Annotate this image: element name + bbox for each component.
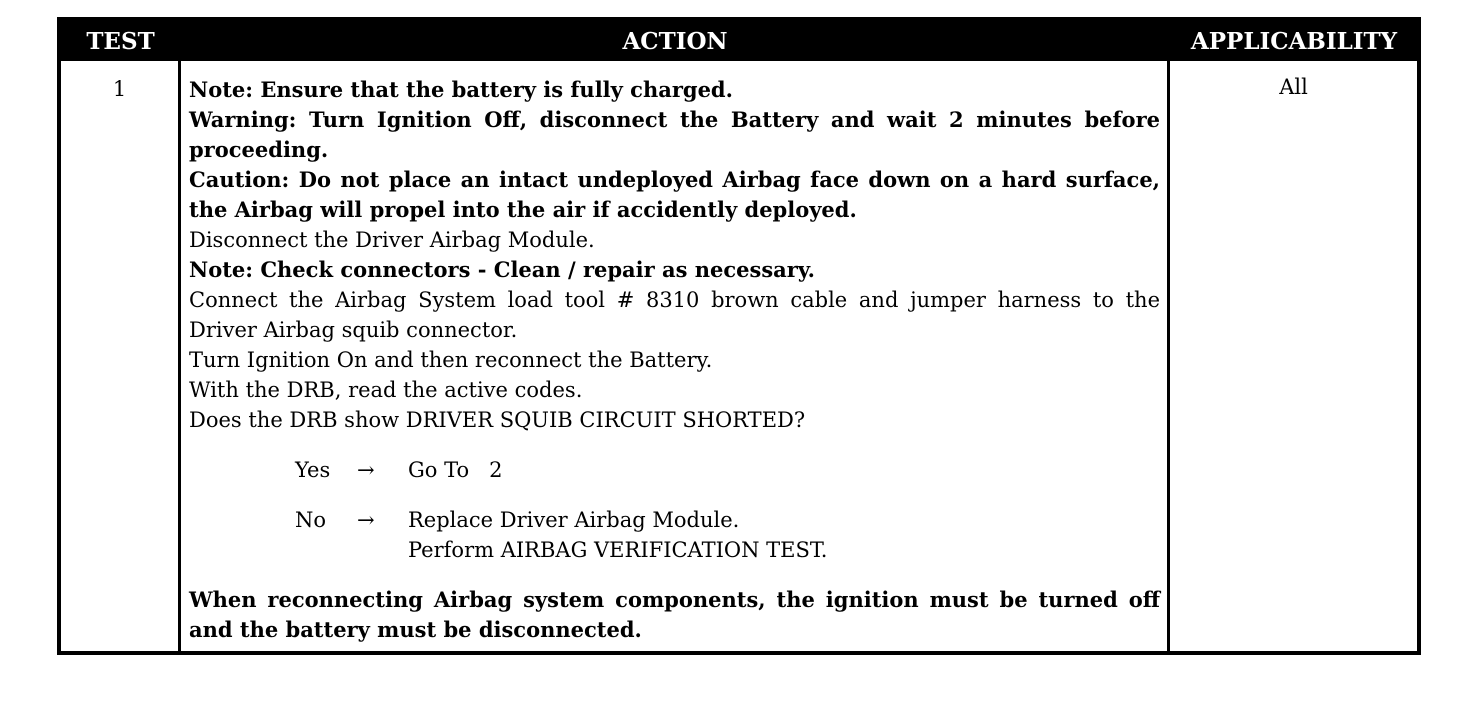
no-result-verify: Perform AIRBAG VERIFICATION TEST.: [408, 538, 828, 562]
header-applicability: APPLICABILITY: [1190, 28, 1398, 55]
yes-branch: [189, 455, 1160, 485]
no-branch: [189, 505, 1160, 535]
header-action: ACTION: [622, 28, 728, 55]
yes-result: Go To 2: [408, 458, 503, 482]
table-header-row: [61, 21, 1417, 61]
no-result-replace: Replace Driver Airbag Module.: [408, 508, 740, 532]
no-label: No: [295, 508, 327, 532]
step-read-codes: With the DRB, read the active codes.: [189, 378, 583, 402]
warning-text: Warning: Turn Ignition Off, disconnect the Battery and wait 2 minutes before proceeding.: [189, 107, 1160, 162]
header-test: TEST: [86, 28, 155, 55]
yes-label: Yes: [295, 458, 331, 482]
step-connect-tool: Connect the Airbag System load tool # 8310 brown cable and jumper harness to the Driver Airbag squib connector.: [189, 288, 1160, 342]
diagnostic-table: [57, 17, 1421, 655]
closing-warning: When reconnecting Airbag system components, the ignition must be turned off and the battery must be disconnected.: [189, 587, 1160, 642]
step-ignition: Turn Ignition On and then reconnect the Battery.: [189, 348, 713, 372]
no-branch-continued: [189, 535, 1160, 565]
caution-text: Caution: Do not place an intact undeployed Airbag face down on a hard surface, the Airbag will propel into the air if accidently deployed.: [189, 167, 1160, 222]
applicability-value: All: [1279, 75, 1308, 99]
column-divider: [178, 61, 181, 651]
test-number: 1: [112, 77, 127, 101]
right-arrow-icon: →: [357, 458, 375, 482]
action-cell: [189, 75, 1160, 645]
right-arrow-icon: →: [357, 508, 375, 532]
step-disconnect: Disconnect the Driver Airbag Module.: [189, 228, 595, 252]
note-connectors: Note: Check connectors - Clean / repair as necessary.: [189, 257, 815, 282]
question-text: Does the DRB show DRIVER SQUIB CIRCUIT SHORTED?: [189, 408, 806, 432]
note-battery: Note: Ensure that the battery is fully charged.: [189, 77, 733, 102]
column-divider: [1167, 61, 1170, 651]
